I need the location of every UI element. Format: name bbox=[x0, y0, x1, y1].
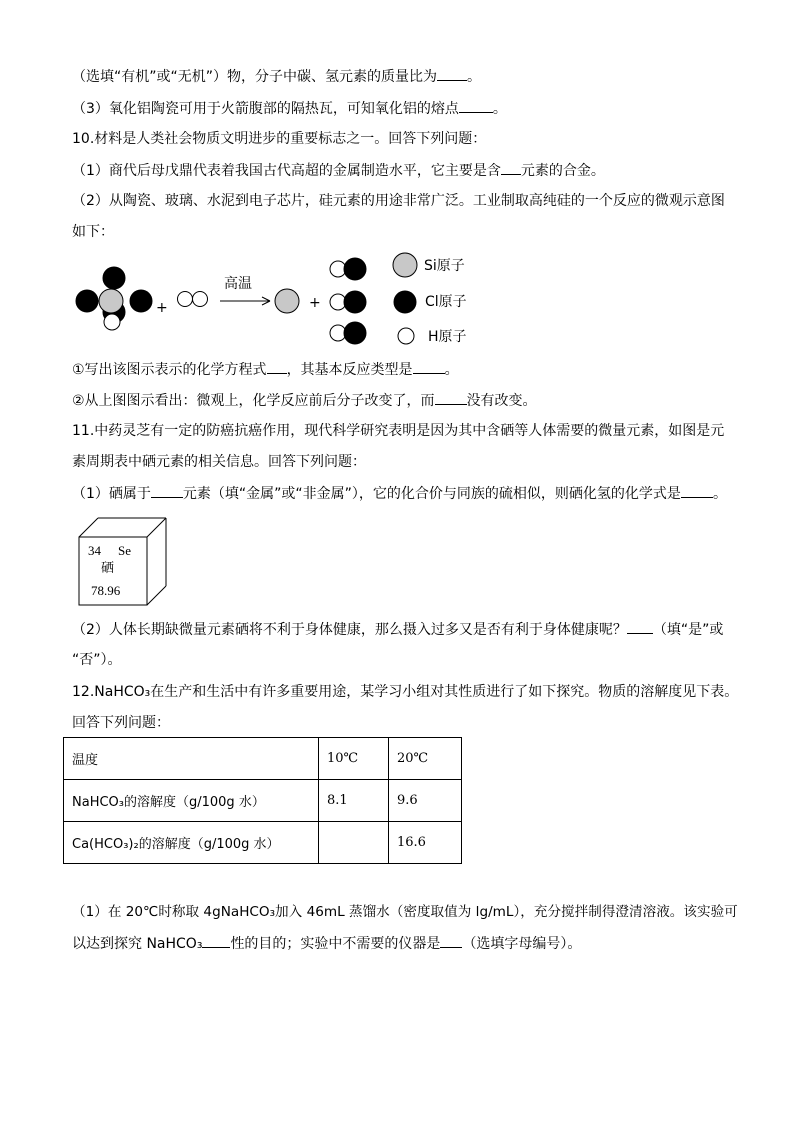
table-cell bbox=[319, 822, 389, 864]
atomic-mass: 78.96 bbox=[91, 583, 121, 598]
legend-h-atom bbox=[398, 328, 414, 344]
cl-atom bbox=[130, 290, 152, 312]
h-atom bbox=[178, 292, 193, 307]
table-row bbox=[64, 822, 462, 864]
table-header-row bbox=[64, 738, 462, 780]
text: （3）氧化铝陶瓷可用于火箭腹部的隔热瓦，可知氧化铝的熔点 bbox=[72, 101, 459, 117]
legend-h-label: H原子 bbox=[428, 329, 467, 345]
text: （1）硒属于 bbox=[72, 486, 151, 502]
reaction-condition: 高温 bbox=[224, 276, 252, 292]
cl-atom bbox=[103, 267, 125, 289]
table-row bbox=[64, 780, 462, 822]
answer-blank[interactable] bbox=[413, 359, 445, 374]
atomic-number: 34 bbox=[88, 543, 101, 558]
legend-si-label: Si原子 bbox=[424, 258, 465, 274]
text-line bbox=[72, 66, 481, 87]
text: （填“是”或 bbox=[652, 622, 724, 638]
element-name: 硒 bbox=[101, 560, 115, 575]
table-cell: 16.6 bbox=[389, 822, 462, 864]
answer-blank[interactable] bbox=[437, 66, 467, 81]
cl-atom bbox=[76, 290, 98, 312]
answer-blank[interactable] bbox=[267, 359, 287, 374]
legend-cl-atom bbox=[394, 291, 416, 313]
table-cell: 温度 bbox=[64, 738, 319, 780]
text: ②从上图图示看出：微观上，化学反应前后分子改变了，而 bbox=[72, 393, 435, 409]
table-cell: 8.1 bbox=[319, 780, 389, 822]
answer-blank[interactable] bbox=[459, 98, 493, 113]
text: 。 bbox=[492, 101, 507, 117]
text-line: 如下： bbox=[72, 224, 114, 240]
cl-atom bbox=[344, 291, 366, 313]
text-line bbox=[72, 98, 507, 119]
answer-blank[interactable] bbox=[151, 483, 183, 498]
table-cell: NaHCO₃的溶解度（g/100g 水） bbox=[64, 780, 319, 822]
text: ，其基本反应类型是 bbox=[286, 362, 413, 378]
text: 。 bbox=[712, 486, 727, 502]
table-cell: Ca(HCO₃)₂的溶解度（g/100g 水） bbox=[64, 822, 319, 864]
question-10-title: 10.材料是人类社会物质文明进步的重要标志之一。回答下列问题： bbox=[72, 131, 487, 147]
answer-blank[interactable] bbox=[627, 619, 653, 634]
plus-sign: + bbox=[309, 295, 321, 311]
text-line: 回答下列问题： bbox=[72, 715, 170, 731]
text-line bbox=[72, 619, 723, 640]
text-line: （2）从陶瓷、玻璃、水泥到电子芯片，硅元素的用途非常广泛。工业制取高纯硅的一个反应的微观示意图 bbox=[72, 193, 725, 209]
text-line bbox=[72, 160, 605, 181]
solubility-table bbox=[63, 737, 462, 864]
text-line: “否”）。 bbox=[72, 652, 122, 668]
table-cell: 10℃ bbox=[319, 738, 389, 780]
answer-blank[interactable] bbox=[501, 160, 521, 175]
text-line: （1）在 20℃时称取 4gNaHCO₃加入 46mL 蒸馏水（密度取值为 lg/mL），充分搅拌制得澄清溶液。该实验可 bbox=[72, 904, 738, 920]
text: 没有改变。 bbox=[466, 393, 537, 409]
answer-blank[interactable] bbox=[440, 933, 462, 948]
text-line bbox=[72, 483, 727, 504]
h-atom bbox=[104, 314, 120, 330]
table-cell: 20℃ bbox=[389, 738, 462, 780]
si-atom bbox=[99, 289, 123, 313]
text: ①写出该图示表示的化学方程式 bbox=[72, 362, 267, 378]
legend-si-atom bbox=[393, 253, 417, 277]
text-line bbox=[72, 390, 537, 411]
table-cell: 9.6 bbox=[389, 780, 462, 822]
text: 。 bbox=[467, 69, 482, 85]
text-line: 素周期表中硒元素的相关信息。回答下列问题： bbox=[72, 454, 366, 470]
text: （2）人体长期缺微量元素硒将不利于身体健康，那么摄入过多又是否有利于身体健康呢？ bbox=[72, 622, 627, 638]
si-atom bbox=[275, 289, 299, 313]
answer-blank[interactable] bbox=[435, 390, 467, 405]
text: （选填字母编号）。 bbox=[462, 936, 582, 952]
cl-atom bbox=[344, 322, 366, 344]
text-line bbox=[72, 359, 459, 380]
text: 以达到探究 NaHCO₃ bbox=[72, 936, 203, 952]
question-12-title: 12.NaHCO₃在生产和生活中有许多重要用途，某学习小组对其性质进行了如下探究。物质的溶解度见下表。 bbox=[72, 684, 739, 700]
text: 性的目的；实验中不需要的仪器是 bbox=[230, 936, 441, 952]
plus-sign: + bbox=[156, 300, 168, 316]
text: 元素的合金。 bbox=[520, 163, 605, 179]
question-11-title: 11.中药灵芝有一定的防癌抗癌作用，现代科学研究表明是因为其中含硒等人体需要的微量元素，如图是元 bbox=[72, 423, 725, 439]
text: 元素（填“金属”或“非金属”），它的化合价与同族的硫相似，则硒化氢的化学式是 bbox=[182, 486, 681, 502]
text: （选填“有机”或“无机”）物，分子中碳、氢元素的质量比为 bbox=[72, 69, 438, 85]
answer-blank[interactable] bbox=[202, 933, 230, 948]
cl-atom bbox=[344, 258, 366, 280]
text-line bbox=[72, 933, 581, 954]
answer-blank[interactable] bbox=[681, 483, 713, 498]
reaction-diagram bbox=[70, 250, 470, 350]
h-atom bbox=[193, 292, 208, 307]
legend-cl-label: Cl原子 bbox=[425, 294, 467, 310]
text: 。 bbox=[444, 362, 459, 378]
element-symbol: Se bbox=[118, 543, 131, 558]
text: （1）商代后母戊鼎代表着我国古代高超的金属制造水平，它主要是含 bbox=[72, 163, 501, 179]
